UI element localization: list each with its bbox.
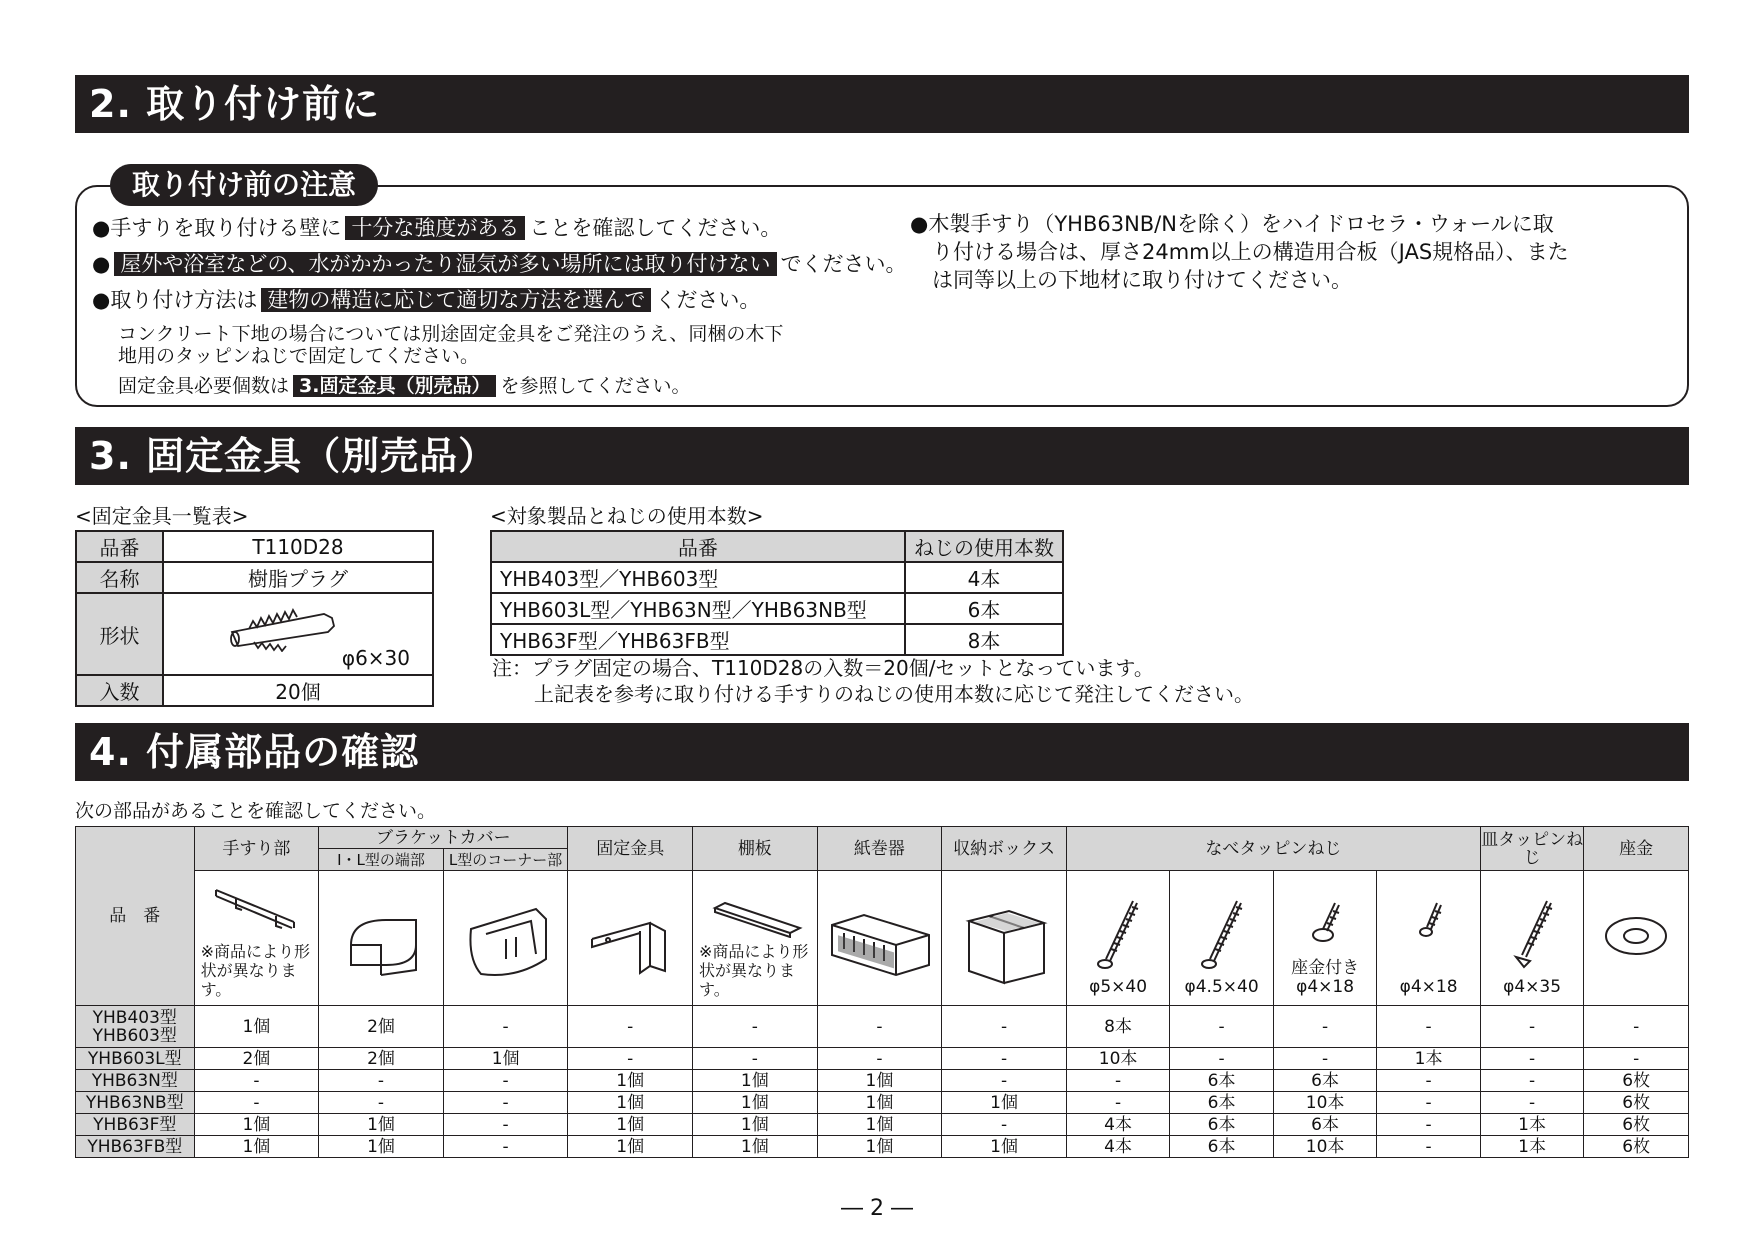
- screw-usage-note-2: 上記表を参考に取り付ける手すりのねじの使用本数に応じて発注してください。: [534, 682, 1254, 706]
- mounting-bracket-icon: [580, 911, 680, 981]
- table-cell: 1本: [1480, 1136, 1584, 1158]
- table-cell: -: [1480, 1092, 1584, 1114]
- table-cell: 1個: [693, 1092, 818, 1114]
- table-cell: -: [817, 1048, 942, 1070]
- table-cell: 1個: [942, 1092, 1067, 1114]
- table-cell: -: [568, 1048, 693, 1070]
- caution-line-2: [92, 250, 907, 278]
- table-cell: -: [568, 1006, 693, 1048]
- table-cell: 1個: [693, 1114, 818, 1136]
- table-cell: -: [443, 1006, 568, 1048]
- table-cell: -: [1273, 1006, 1377, 1048]
- table-cell: 6本: [1170, 1092, 1274, 1114]
- table-cell: 入数: [76, 675, 163, 706]
- screw-usage-table: [490, 530, 1064, 656]
- table-cell: -: [1170, 1006, 1274, 1048]
- table-cell: 1個: [194, 1136, 319, 1158]
- parts-image-row: [76, 871, 1689, 1006]
- header-flat-screw: 皿タッピンねじ: [1480, 827, 1584, 871]
- table-cell: 10本: [1273, 1136, 1377, 1158]
- table-cell: 1個: [568, 1070, 693, 1092]
- caution-highlight: 屋外や浴室などの、水がかかったり湿気が多い場所には取り付けない: [114, 252, 776, 276]
- table-row: [76, 1048, 1689, 1070]
- table-cell: -: [1377, 1070, 1481, 1092]
- table-cell: 1個: [693, 1136, 818, 1158]
- caution-highlight: 3.固定金具（別売品）: [293, 375, 496, 397]
- table-cell: -: [1066, 1070, 1170, 1092]
- table-cell: -: [1377, 1136, 1481, 1158]
- table-cell: 形状: [76, 593, 163, 675]
- caution-highlight: 十分な強度がある: [345, 216, 525, 240]
- caution-text: ●: [92, 252, 111, 276]
- parts-table: [75, 826, 1689, 1158]
- table-cell: -: [942, 1048, 1067, 1070]
- table-header-row: [491, 531, 1063, 562]
- table-cell: 1個: [319, 1136, 444, 1158]
- table-cell: 1本: [1480, 1114, 1584, 1136]
- bracket-end-image-cell: [319, 871, 444, 1006]
- row-part-number: YHB63NB型: [76, 1092, 195, 1114]
- row-part-number: YHB603L型: [76, 1048, 195, 1070]
- caution-title: 取り付け前の注意: [110, 164, 378, 206]
- table-cell: 6本: [1170, 1070, 1274, 1092]
- short-screw-icon: [1399, 897, 1459, 947]
- plug-shape-cell: [163, 593, 433, 675]
- pan-screw-4x18-cell: [1377, 871, 1481, 1006]
- caution-line-5: 地用のタッピンねじで固定してください。: [118, 345, 480, 367]
- table-cell: 6本: [1170, 1136, 1274, 1158]
- caution-text: ください。: [655, 288, 761, 312]
- storage-box-icon: [954, 901, 1054, 991]
- table-cell: 6本: [1273, 1070, 1377, 1092]
- table-cell: 1個: [693, 1070, 818, 1092]
- table-cell: 1個: [443, 1048, 568, 1070]
- caution-line-3: [92, 286, 760, 314]
- table-cell: 4本: [905, 562, 1063, 593]
- table-cell: -: [319, 1092, 444, 1114]
- table-row: [76, 1006, 1689, 1048]
- caution-line-6: [118, 372, 690, 400]
- table-row: [76, 562, 433, 593]
- header-washer: 座金: [1584, 827, 1689, 871]
- table-cell: -: [1377, 1114, 1481, 1136]
- shape-note: ※商品により形状が異なります。: [699, 942, 809, 999]
- table-cell: -: [942, 1006, 1067, 1048]
- table-cell: -: [942, 1070, 1067, 1092]
- caution-right-3: は同等以上の下地材に取り付けてください。: [932, 268, 1352, 292]
- table-cell: 2個: [194, 1048, 319, 1070]
- header-pan-screw: なべタッピンねじ: [1066, 827, 1480, 871]
- table-cell: YHB603L型／YHB63N型／YHB63NB型: [491, 593, 905, 624]
- table-cell: 6本: [1273, 1114, 1377, 1136]
- size-label: φ4.5×40: [1184, 977, 1259, 997]
- table-cell: -: [817, 1006, 942, 1048]
- table-cell: -: [942, 1114, 1067, 1136]
- caution-right-1: ●木製手すり（YHB63NB/Nを除く）をハイドロセラ・ウォールに取: [910, 212, 1554, 236]
- table-header: 品番: [491, 531, 905, 562]
- table-cell: -: [443, 1114, 568, 1136]
- washer-image-cell: [1584, 871, 1689, 1006]
- table-cell: 2個: [319, 1048, 444, 1070]
- table-row: [76, 675, 433, 706]
- table-cell: 1本: [1377, 1048, 1481, 1070]
- table-cell: -: [443, 1136, 568, 1158]
- table-cell: 4本: [1066, 1136, 1170, 1158]
- table-cell: -: [1170, 1048, 1274, 1070]
- rail-image-cell: [194, 871, 319, 1006]
- table-cell: -: [1480, 1070, 1584, 1092]
- table-cell: 1個: [817, 1070, 942, 1092]
- paper-holder-image-cell: [817, 871, 942, 1006]
- handrail-icon: [206, 878, 306, 938]
- table-cell: 6本: [905, 593, 1063, 624]
- table-cell: 6枚: [1584, 1136, 1689, 1158]
- table-row: [76, 1136, 1689, 1158]
- table-cell: 1個: [817, 1136, 942, 1158]
- table-cell: 20個: [163, 675, 433, 706]
- bracket-corner-image-cell: [443, 871, 568, 1006]
- table-cell: -: [1480, 1048, 1584, 1070]
- screw-usage-note-1: 注：プラグ固定の場合、T110D28の入数＝20個/セットとなっています。: [492, 656, 1154, 680]
- table-cell: -: [1066, 1092, 1170, 1114]
- table-cell: T110D28: [163, 531, 433, 562]
- header-storage-box: 収納ボックス: [942, 827, 1067, 871]
- header-paper-holder: 紙巻器: [817, 827, 942, 871]
- resin-plug-icon: [224, 602, 354, 652]
- paper-holder-icon: [824, 905, 934, 985]
- row-part-number: YHB63N型: [76, 1070, 195, 1092]
- caution-text: を参照してください。: [500, 375, 691, 397]
- table-cell: 1個: [817, 1114, 942, 1136]
- table-header: ねじの使用本数: [905, 531, 1063, 562]
- table-row: [76, 593, 433, 675]
- fixture-image-cell: [568, 871, 693, 1006]
- shelf-board-icon: [705, 898, 805, 938]
- table-row: [491, 593, 1063, 624]
- caution-text: ●手すりを取り付ける壁に: [92, 216, 342, 240]
- pan-screw-icon: [1192, 895, 1252, 975]
- table-row: [491, 562, 1063, 593]
- header-shelf: 棚板: [693, 827, 818, 871]
- header-bracket-corner: L型のコーナー部: [443, 849, 568, 871]
- screw-usage-caption: <対象製品とねじの使用本数>: [490, 504, 764, 528]
- size-label: φ5×40: [1089, 977, 1148, 997]
- size-label: 座金付き: [1291, 958, 1360, 978]
- row-part-number: YHB403型 YHB603型: [76, 1006, 195, 1048]
- washer-icon: [1596, 911, 1676, 961]
- section-title-before-install: 2. 取り付け前に: [75, 75, 1689, 133]
- table-cell: 8本: [1066, 1006, 1170, 1048]
- section-title-fixtures: 3. 固定金具（別売品）: [75, 427, 1689, 485]
- table-cell: -: [194, 1092, 319, 1114]
- page-number: ― 2 ―: [841, 1196, 913, 1221]
- table-cell: 1個: [194, 1114, 319, 1136]
- header-bracket-end: I・L型の端部: [319, 849, 444, 871]
- header-bracket-cover: ブラケットカバー: [319, 827, 568, 849]
- fixture-list-caption: <固定金具一覧表>: [75, 504, 249, 528]
- caution-text: ことを確認してください。: [529, 216, 782, 240]
- table-row: [76, 1070, 1689, 1092]
- bracket-cover-corner-icon: [456, 899, 556, 989]
- table-row: [76, 1092, 1689, 1114]
- table-cell: 1個: [194, 1006, 319, 1048]
- table-cell: YHB403型／YHB603型: [491, 562, 905, 593]
- shelf-image-cell: [693, 871, 818, 1006]
- table-cell: -: [194, 1070, 319, 1092]
- size-label: φ4×18: [1296, 977, 1355, 997]
- fixture-list-table: [75, 530, 434, 707]
- table-cell: 1個: [568, 1136, 693, 1158]
- table-cell: 1個: [568, 1092, 693, 1114]
- bracket-cover-end-icon: [331, 905, 431, 985]
- table-cell: YHB63F型／YHB63FB型: [491, 624, 905, 655]
- table-cell: -: [693, 1006, 818, 1048]
- table-cell: 10本: [1273, 1092, 1377, 1114]
- caution-line-1: [92, 214, 781, 242]
- pan-screw-45x40-cell: [1170, 871, 1274, 1006]
- table-cell: 2個: [319, 1006, 444, 1048]
- parts-rows: [76, 1006, 1689, 1158]
- table-cell: -: [1273, 1048, 1377, 1070]
- flat-screw-4x35-cell: [1480, 871, 1584, 1006]
- table-header-row: [76, 827, 1689, 849]
- table-cell: -: [319, 1070, 444, 1092]
- pan-screw-5x40-cell: [1066, 871, 1170, 1006]
- size-label: φ4×35: [1503, 977, 1562, 997]
- plug-size: φ6×30: [341, 646, 410, 670]
- table-row: [491, 624, 1063, 655]
- table-cell: 1個: [942, 1136, 1067, 1158]
- table-cell: -: [443, 1070, 568, 1092]
- header-rail: 手すり部: [194, 827, 319, 871]
- table-cell: 6枚: [1584, 1114, 1689, 1136]
- caution-text: ●取り付け方法は: [92, 288, 258, 312]
- parts-intro: 次の部品があることを確認してください。: [75, 800, 437, 822]
- header-fixture: 固定金具: [568, 827, 693, 871]
- shape-note: ※商品により形状が異なります。: [200, 942, 310, 999]
- table-cell: -: [443, 1092, 568, 1114]
- size-label: φ4×18: [1399, 977, 1458, 997]
- caution-text: 固定金具必要個数は: [118, 375, 290, 397]
- table-cell: 8本: [905, 624, 1063, 655]
- table-cell: 名称: [76, 562, 163, 593]
- header-part-number: 品 番: [76, 827, 195, 1006]
- washer-screw-label: [1274, 959, 1377, 1005]
- caution-highlight: 建物の構造に応じて適切な方法を選んで: [261, 288, 651, 312]
- table-cell: 6本: [1170, 1114, 1274, 1136]
- table-cell: 品番: [76, 531, 163, 562]
- table-cell: 樹脂プラグ: [163, 562, 433, 593]
- table-cell: 1個: [817, 1092, 942, 1114]
- table-cell: -: [1480, 1006, 1584, 1048]
- pan-screw-washer-4x18-cell: [1273, 871, 1377, 1006]
- section-title-parts-check: 4. 付属部品の確認: [75, 723, 1689, 781]
- table-cell: -: [1377, 1092, 1481, 1114]
- table-row: [76, 1114, 1689, 1136]
- flat-screw-icon: [1502, 895, 1562, 975]
- caution-text: でください。: [780, 252, 907, 276]
- table-row: [76, 531, 433, 562]
- pan-screw-icon: [1088, 895, 1148, 975]
- row-part-number: YHB63FB型: [76, 1136, 195, 1158]
- table-cell: -: [1584, 1006, 1689, 1048]
- table-cell: -: [693, 1048, 818, 1070]
- table-cell: 6枚: [1584, 1070, 1689, 1092]
- table-cell: 6枚: [1584, 1092, 1689, 1114]
- storage-box-image-cell: [942, 871, 1067, 1006]
- caution-right-2: り付ける場合は、厚さ24mm以上の構造用合板（JAS規格品）、また: [932, 240, 1569, 264]
- table-cell: -: [1377, 1006, 1481, 1048]
- washer-screw-icon: [1295, 897, 1355, 947]
- table-cell: 1個: [319, 1114, 444, 1136]
- caution-line-4: コンクリート下地の場合については別途固定金具をご発注のうえ、同梱の木下: [118, 323, 784, 345]
- table-cell: -: [1584, 1048, 1689, 1070]
- table-cell: 1個: [568, 1114, 693, 1136]
- row-part-number: YHB63F型: [76, 1114, 195, 1136]
- table-cell: 4本: [1066, 1114, 1170, 1136]
- table-cell: 10本: [1066, 1048, 1170, 1070]
